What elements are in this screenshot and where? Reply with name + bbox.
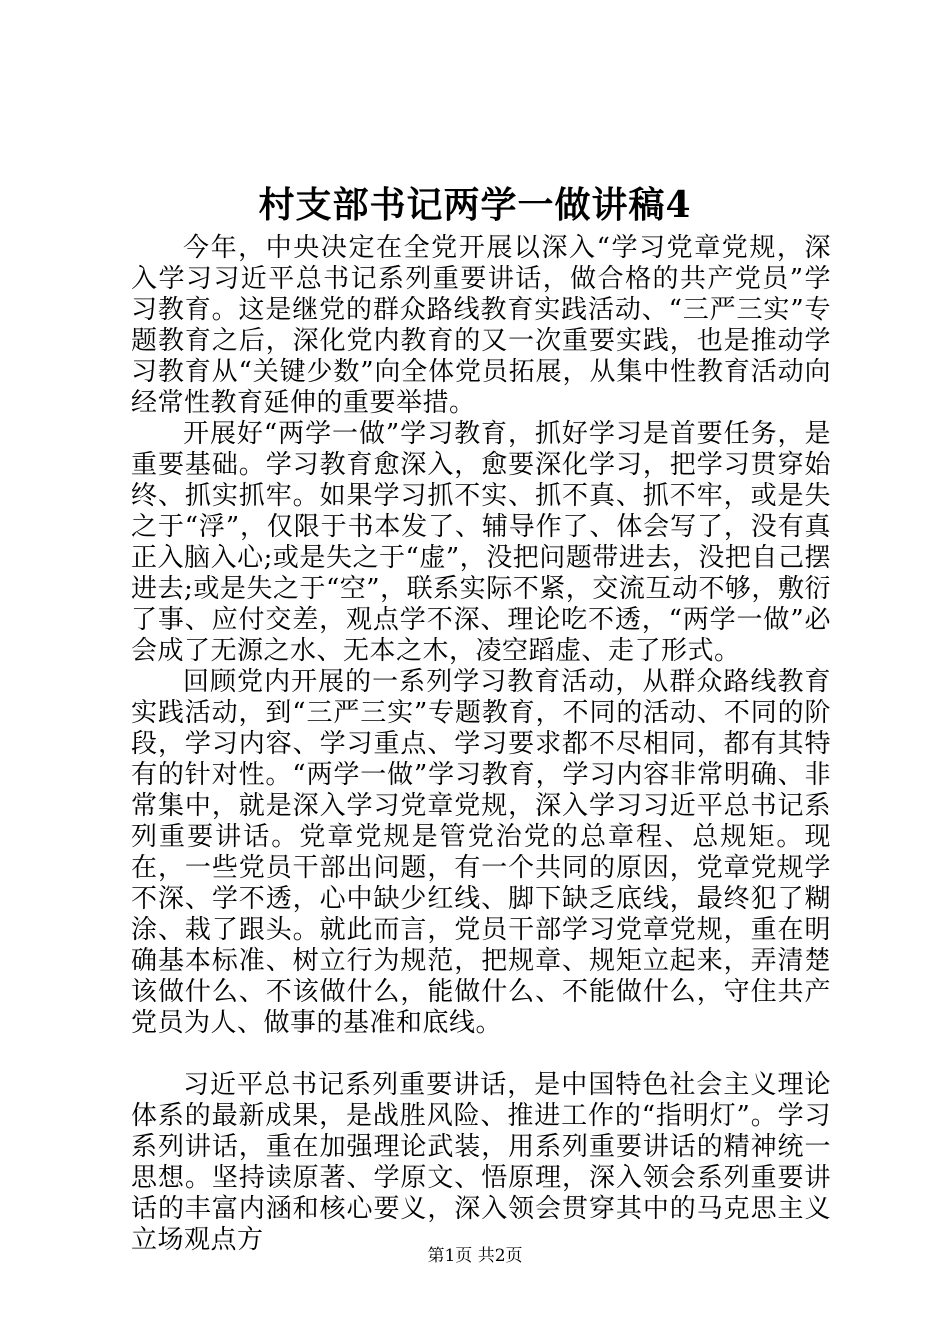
- paragraph-1: 今年，中央决定在全党开展以深入“学习党章党规，深入学习习近平总书记系列重要讲话，做合格的共产党员”学习教育。这是继党的群众路线教育实践活动、“三严三实”专题教育之后，深化党内教育的又一次重要实践，也是推动学习教育从“关键少数”向全体党员拓展，从集中性教育活动向经常性教育延伸的重要举措。: [131, 233, 831, 418]
- document-title: 村支部书记两学一做讲稿4: [258, 184, 692, 226]
- document-body: [131, 233, 831, 1256]
- paragraph-3: 回顾党内开展的一系列学习教育活动，从群众路线教育实践活动，到“三严三实”专题教育，不同的活动、不同的阶段，学习内容、学习重点、学习要求都不尽相同，都有其特有的针对性。“两学一做”学习教育，学习内容非常明确、非常集中，就是深入学习党章党规，深入学习习近平总书记系列重要讲话。党章党规是管党治党的总章程、总规矩。现在，一些党员干部出问题，有一个共同的原因，党章党规学不深、学不透，心中缺少红线、脚下缺乏底线，最终犯了糊涂、栽了跟头。就此而言，党员干部学习党章党规，重在明确基本标准、树立行为规范，把规章、规矩立起来，弄清楚该做什么、不该做什么，能做什么、不能做什么，守住共产党员为人、做事的基准和底线。: [131, 667, 831, 1038]
- paragraph-2: 开展好“两学一做”学习教育，抓好学习是首要任务，是重要基础。学习教育愈深入，愈要深化学习，把学习贯穿始终、抓实抓牢。如果学习抓不实、抓不真、抓不牢，或是失之于“浮”，仅限于书本发了、辅导作了、体会写了，没有真正入脑入心;或是失之于“虚”，没把问题带进去，没把自己摆进去;或是失之于“空”，联系实际不紧，交流互动不够，敷衍了事、应付交差，观点学不深、理论吃不透，“两学一做”必会成了无源之水、无本之木，凌空蹈虚、走了形式。: [131, 419, 831, 666]
- page-footer: 第1页 共2页: [427, 1246, 523, 1266]
- paragraph-4: 习近平总书记系列重要讲话，是中国特色社会主义理论体系的最新成果，是战胜风险、推进工作的“指明灯”。学习系列讲话，重在加强理论武装，用系列重要讲话的精神统一思想。坚持读原著、学原文、悟原理，深入领会系列重要讲话的丰富内涵和核心要义，深入领会贯穿其中的马克思主义立场观点方: [131, 1070, 831, 1255]
